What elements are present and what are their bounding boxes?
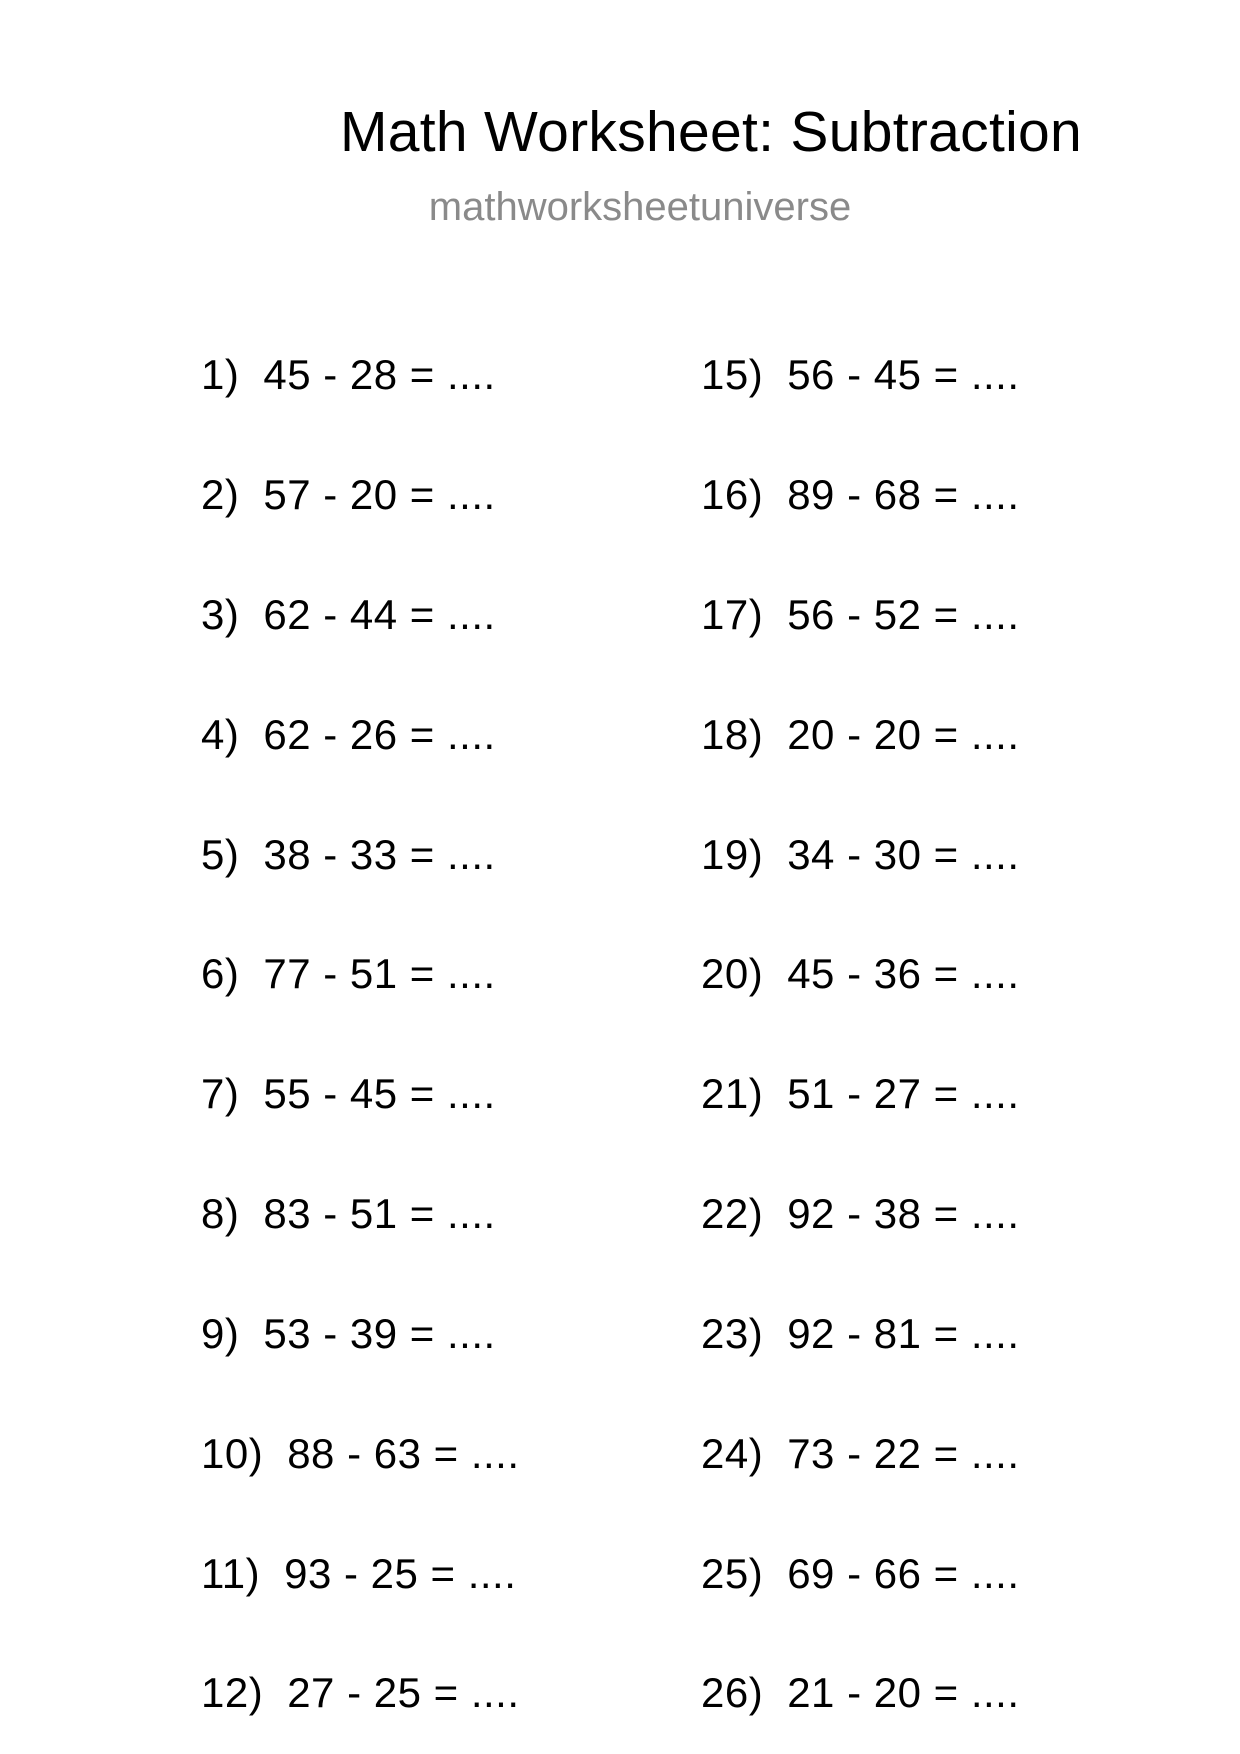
problem-expression: 93 - 25 = .... [284, 1550, 517, 1597]
problem-expression: 51 - 27 = .... [787, 1070, 1020, 1117]
problem-number: 8) [201, 1190, 240, 1237]
problem-item [701, 345, 1020, 405]
problem-expression: 62 - 44 = .... [263, 591, 496, 638]
page-subtitle: mathworksheetuniverse [428, 185, 852, 229]
problem-item [701, 705, 1020, 765]
problem-number: 7) [201, 1070, 240, 1117]
problem-expression: 92 - 38 = .... [787, 1190, 1020, 1237]
problem-item [201, 585, 496, 645]
problem-expression: 89 - 68 = .... [787, 471, 1020, 518]
problem-number: 15) [701, 351, 764, 398]
problem-expression: 69 - 66 = .... [787, 1550, 1020, 1597]
problem-number: 20) [701, 950, 764, 997]
problem-number: 12) [201, 1669, 264, 1716]
problem-item [201, 825, 496, 885]
problem-item [201, 705, 496, 765]
problem-expression: 45 - 28 = .... [263, 351, 496, 398]
problem-number: 18) [701, 711, 764, 758]
problem-item [701, 1544, 1020, 1604]
problem-expression: 92 - 81 = .... [787, 1310, 1020, 1357]
problem-expression: 55 - 45 = .... [263, 1070, 496, 1117]
problem-item [201, 944, 496, 1004]
problem-item [201, 1424, 520, 1484]
problem-expression: 77 - 51 = .... [263, 950, 496, 997]
problem-item [201, 1184, 496, 1244]
problem-item [701, 1064, 1020, 1124]
problem-number: 6) [201, 950, 240, 997]
problem-expression: 34 - 30 = .... [787, 831, 1020, 878]
problem-item [701, 465, 1020, 525]
problem-item [201, 1064, 496, 1124]
problem-item [701, 1304, 1020, 1364]
problem-item [201, 345, 496, 405]
problem-number: 26) [701, 1669, 764, 1716]
problem-item [201, 465, 496, 525]
problem-number: 23) [701, 1310, 764, 1357]
problem-number: 25) [701, 1550, 764, 1597]
problem-number: 16) [701, 471, 764, 518]
problem-expression: 53 - 39 = .... [263, 1310, 496, 1357]
page-title: Math Worksheet: Subtraction [340, 100, 1083, 164]
problem-expression: 27 - 25 = .... [287, 1669, 520, 1716]
problem-expression: 83 - 51 = .... [263, 1190, 496, 1237]
problem-expression: 45 - 36 = .... [787, 950, 1020, 997]
problem-number: 11) [201, 1550, 261, 1597]
problem-number: 1) [201, 351, 240, 398]
problem-item [701, 1424, 1020, 1484]
problem-number: 22) [701, 1190, 764, 1237]
problem-number: 24) [701, 1430, 764, 1477]
problem-item [201, 1544, 516, 1604]
problem-number: 21) [701, 1070, 764, 1117]
problem-item [701, 944, 1020, 1004]
problem-number: 19) [701, 831, 764, 878]
problem-number: 5) [201, 831, 240, 878]
problem-item [701, 1184, 1020, 1244]
problem-item [201, 1663, 520, 1723]
problem-expression: 88 - 63 = .... [287, 1430, 520, 1477]
problem-expression: 62 - 26 = .... [263, 711, 496, 758]
problem-number: 4) [201, 711, 240, 758]
problem-number: 3) [201, 591, 240, 638]
problem-item [701, 825, 1020, 885]
problem-number: 2) [201, 471, 240, 518]
problem-item [701, 585, 1020, 645]
problem-number: 9) [201, 1310, 240, 1357]
problem-item [701, 1663, 1020, 1723]
problem-expression: 56 - 52 = .... [787, 591, 1020, 638]
problem-expression: 38 - 33 = .... [263, 831, 496, 878]
problem-item [201, 1304, 496, 1364]
problem-number: 10) [201, 1430, 264, 1477]
problem-expression: 20 - 20 = .... [787, 711, 1020, 758]
problem-number: 17) [701, 591, 764, 638]
problem-expression: 57 - 20 = .... [263, 471, 496, 518]
problem-expression: 21 - 20 = .... [787, 1669, 1020, 1716]
problem-expression: 73 - 22 = .... [787, 1430, 1020, 1477]
problem-expression: 56 - 45 = .... [787, 351, 1020, 398]
